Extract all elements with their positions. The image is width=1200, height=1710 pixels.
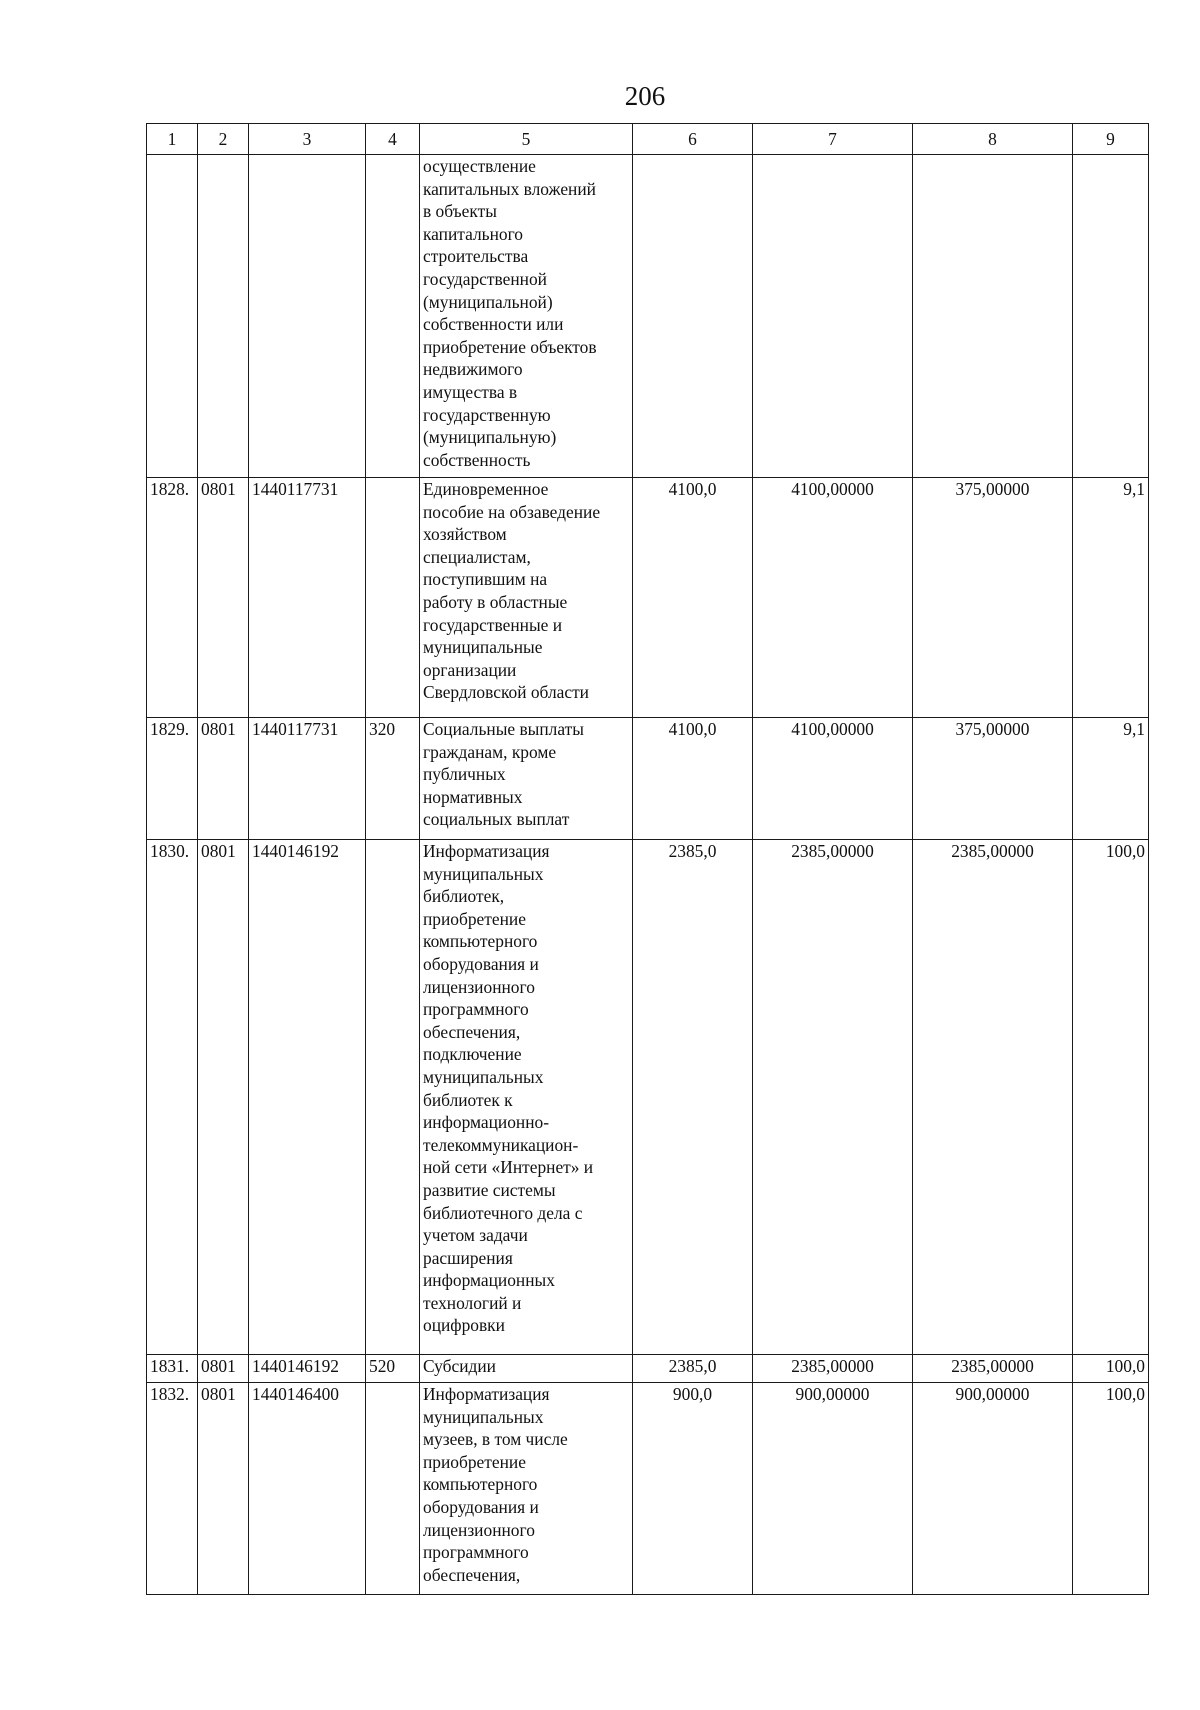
execution-percent: 9,1 — [1073, 718, 1149, 840]
planned-amount: 4100,0 — [633, 718, 753, 840]
section-code: 0801 — [198, 1383, 249, 1595]
planned-amount: 2385,0 — [633, 840, 753, 1355]
approved-amount: 4100,00000 — [753, 478, 913, 718]
expense-type-code — [366, 1383, 420, 1595]
section-code: 0801 — [198, 840, 249, 1355]
header-col-8: 8 — [913, 124, 1073, 155]
expense-type-code — [366, 155, 420, 478]
item-description: осуществление капитальных вложений в объекты капитального строительства государственной (муниципальной) собственности или приобретение объектов недвижимого имущества в государственную (муниципальную) собственность — [420, 155, 633, 478]
table-row — [147, 718, 1149, 840]
header-row — [147, 124, 1149, 155]
table-body — [147, 155, 1149, 1595]
target-article-code: 1440146192 — [249, 840, 366, 1355]
item-description: Информатизация муниципальных музеев, в том числе приобретение компьютерного оборудования и лицензионного программного обеспечения, — [420, 1383, 633, 1595]
table-row — [147, 155, 1149, 478]
planned-amount: 2385,0 — [633, 1355, 753, 1383]
executed-amount: 2385,00000 — [913, 840, 1073, 1355]
item-description: Информатизация муниципальных библиотек, приобретение компьютерного оборудования и лицензионного программного обеспечения, подключение муниципальных библиотек к информационно- телекоммуникацион- ной сети «Интернет» и развитие системы библиотечного дела с учетом задачи расширения информационных технологий и оцифровки — [420, 840, 633, 1355]
planned-amount — [633, 155, 753, 478]
header-col-1: 1 — [147, 124, 198, 155]
header-col-6: 6 — [633, 124, 753, 155]
table-row — [147, 478, 1149, 718]
executed-amount: 900,00000 — [913, 1383, 1073, 1595]
item-description: Единовременное пособие на обзаведение хозяйством специалистам, поступившим на работу в областные государственные и муниципальные организации Свердловской области — [420, 478, 633, 718]
approved-amount: 2385,00000 — [753, 1355, 913, 1383]
execution-percent: 100,0 — [1073, 1355, 1149, 1383]
table-row — [147, 1383, 1149, 1595]
section-code: 0801 — [198, 1355, 249, 1383]
header-col-4: 4 — [366, 124, 420, 155]
expense-type-code: 520 — [366, 1355, 420, 1383]
execution-percent: 100,0 — [1073, 1383, 1149, 1595]
execution-percent: 9,1 — [1073, 478, 1149, 718]
executed-amount: 2385,00000 — [913, 1355, 1073, 1383]
table-row — [147, 840, 1149, 1355]
planned-amount: 900,0 — [633, 1383, 753, 1595]
row-number: 1828. — [147, 478, 198, 718]
executed-amount — [913, 155, 1073, 478]
approved-amount — [753, 155, 913, 478]
executed-amount: 375,00000 — [913, 478, 1073, 718]
expense-type-code: 320 — [366, 718, 420, 840]
section-code: 0801 — [198, 718, 249, 840]
section-code: 0801 — [198, 478, 249, 718]
row-number: 1830. — [147, 840, 198, 1355]
approved-amount: 4100,00000 — [753, 718, 913, 840]
row-number: 1831. — [147, 1355, 198, 1383]
section-code — [198, 155, 249, 478]
budget-table — [146, 123, 1149, 1595]
expense-type-code — [366, 478, 420, 718]
header-col-9: 9 — [1073, 124, 1149, 155]
execution-percent: 100,0 — [1073, 840, 1149, 1355]
approved-amount: 2385,00000 — [753, 840, 913, 1355]
header-col-3: 3 — [249, 124, 366, 155]
target-article-code: 1440146400 — [249, 1383, 366, 1595]
target-article-code: 1440117731 — [249, 478, 366, 718]
item-description: Субсидии — [420, 1355, 633, 1383]
approved-amount: 900,00000 — [753, 1383, 913, 1595]
item-description: Социальные выплаты гражданам, кроме публичных нормативных социальных выплат — [420, 718, 633, 840]
row-number — [147, 155, 198, 478]
row-number: 1832. — [147, 1383, 198, 1595]
header-col-5: 5 — [420, 124, 633, 155]
table-row — [147, 1355, 1149, 1383]
header-col-7: 7 — [753, 124, 913, 155]
expense-type-code — [366, 840, 420, 1355]
execution-percent — [1073, 155, 1149, 478]
planned-amount: 4100,0 — [633, 478, 753, 718]
target-article-code: 1440117731 — [249, 718, 366, 840]
target-article-code: 1440146192 — [249, 1355, 366, 1383]
executed-amount: 375,00000 — [913, 718, 1073, 840]
page-number: 206 — [624, 81, 666, 111]
header-col-2: 2 — [198, 124, 249, 155]
row-number: 1829. — [147, 718, 198, 840]
target-article-code — [249, 155, 366, 478]
